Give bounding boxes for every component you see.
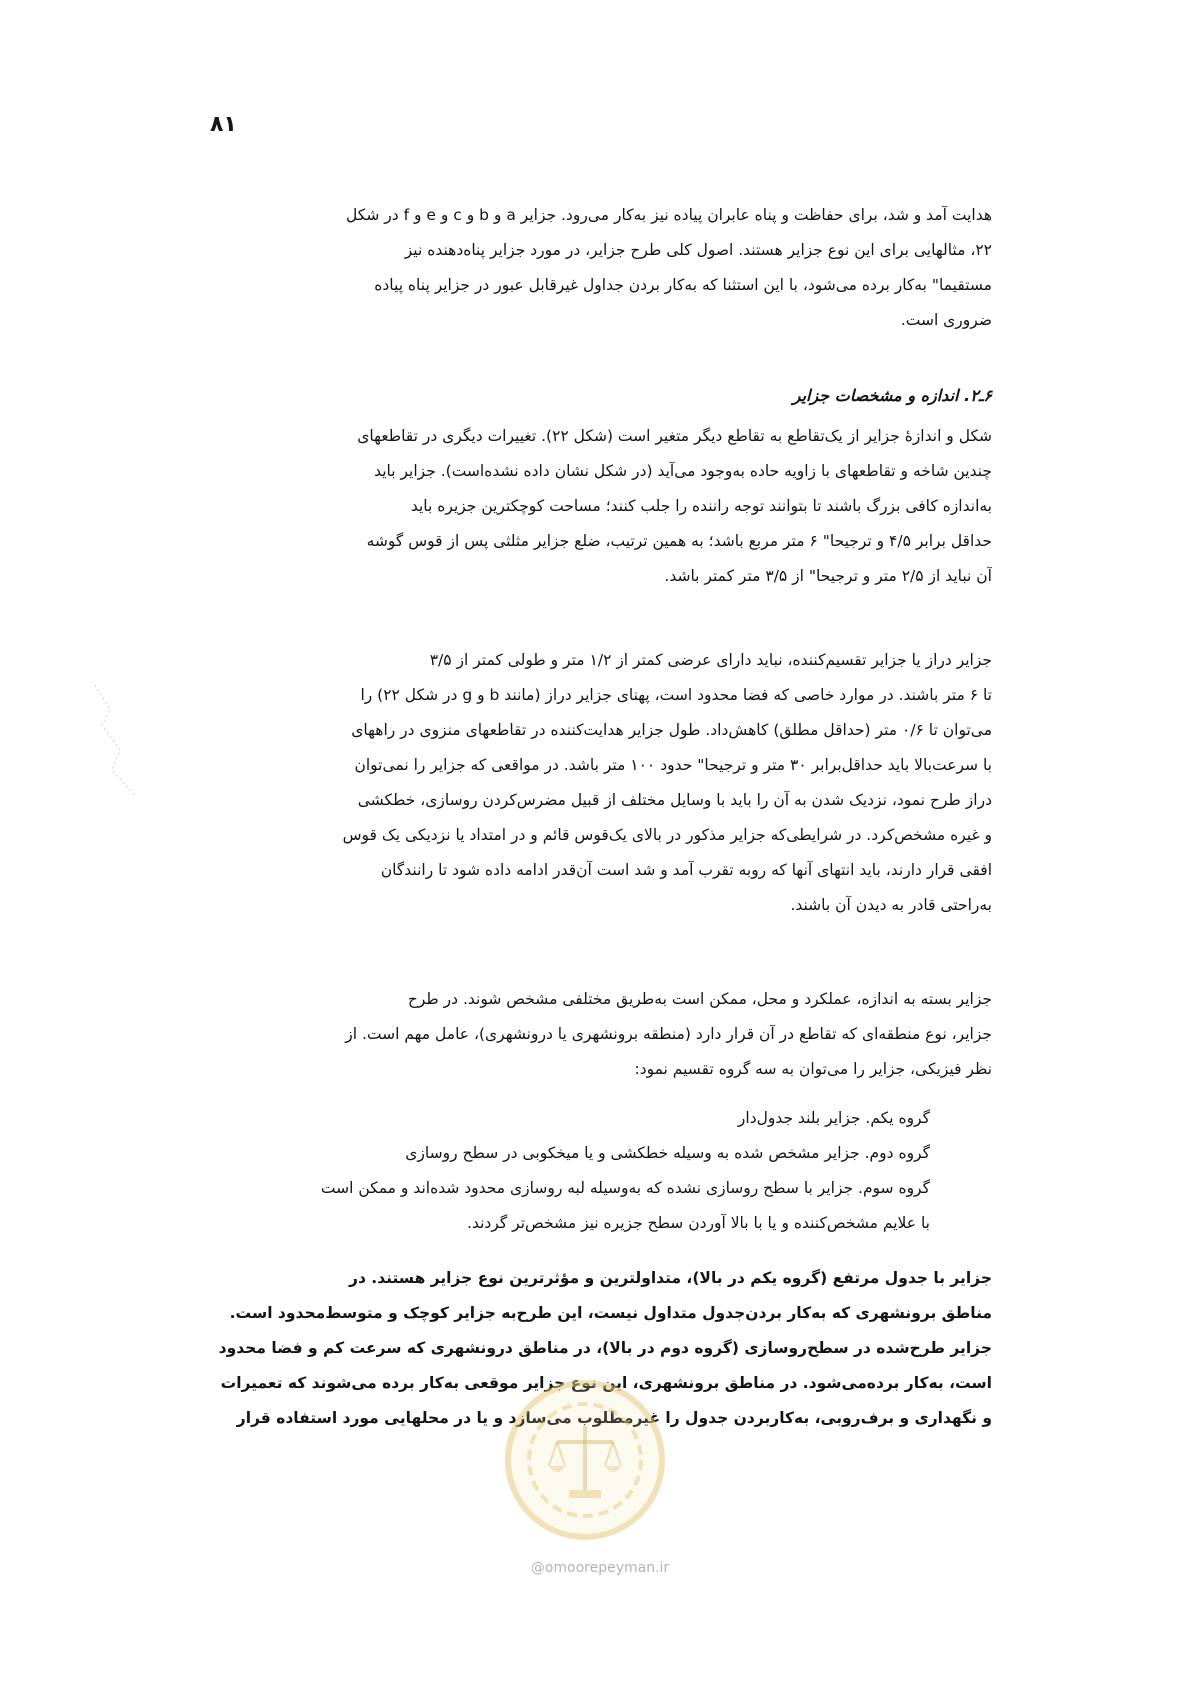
text-line: آن نباید از ۲/۵ متر و ترجیحا" از ۳/۵ متر کمتر باشد. [664, 567, 992, 585]
paragraph-island-types [200, 982, 992, 1087]
section-heading: ۶ـ۲. اندازه و مشخصات جزایر [792, 386, 992, 405]
text-line: افقی قرار دارند، باید انتهای آنها که روبه تقرب آمد و شد است آن‌قدر ادامه داده شود تا رانندگان [380, 861, 992, 879]
text-line: جزایر، نوع منطقه‌ای که تقاطع در آن قرار دارد (منطقه برونشهری یا درونشهری)، عامل مهم است. از [345, 1025, 992, 1043]
text-line: و غیره مشخص‌کرد. در شرایطی‌که جزایر مذکور در بالای یک‌قوس قائم و در امتداد یا نزدیکی یک قوس [342, 826, 992, 844]
text-line: مستقیما" به‌کار برده می‌شود، با این استثنا که به‌کار بردن جداول غیرقابل عبور در جزایر پناه پیاده [374, 276, 992, 294]
text-line: مناطق برونشهری که به‌کار بردن‌جدول متداول نیست، این طرح‌به جزایر کوچک و متوسط‌محدود است. [229, 1304, 992, 1322]
text-line: دراز طرح نمود، نزدیک شدن به آن را باید با وسایل مختلف از قبیل مضرس‌کردن روسازی، خطکشی [357, 791, 992, 809]
text-line: چندین شاخه و تقاطعهای با زاویه حاده به‌وجود می‌آید (در شکل نشان داده نشده‌است). جزایر باید [374, 462, 992, 480]
text-line: شکل و اندازه‌ٔ جزایر از یک‌تقاطع به تقاطع دیگر متغیر است (شکل ۲۲). تغییرات دیگری در تقاطعهای [357, 427, 992, 445]
text-line: ضروری است. [900, 311, 992, 329]
watermark-text: @omoorepeyman.ir [530, 1560, 670, 1576]
paragraph-pedestrian-refuge [200, 198, 992, 338]
list-item: با علایم مشخص‌کننده و یا با بالا آوردن سطح جزیره نیز مشخص‌تر گردند. [467, 1214, 930, 1232]
list-item: گروه دوم. جزایر مشخص شده به وسیله خطکشی و یا میخکوبی در سطح روسازی [405, 1144, 930, 1162]
text-line: جزایر بسته به اندازه، عملکرد و محل، ممکن است به‌طریق مختلفی مشخص شوند. در طرح [407, 990, 992, 1008]
scales-gear-icon [511, 1386, 659, 1534]
paragraph-island-size [200, 419, 992, 594]
page-number: ۸۱ [210, 112, 237, 137]
text-line: جزایر دراز یا جزایر تقسیم‌کننده، نباید دارای عرضی کمتر از ۱/۲ متر و طولی کمتر از ۳/۵ [429, 651, 992, 669]
paragraph-long-islands [200, 643, 992, 923]
text-line: ۲۲، مثالهایی برای این نوع جزایر هستند. اصول کلی طرح جزایر، در مورد جزایر پناه‌دهنده نیز [404, 241, 992, 259]
text-line: جزایر با جدول مرتفع (گروه یکم در بالا)، متداولترین و مؤثرترین نوع جزایر هستند. در [349, 1269, 992, 1287]
text-line: با سرعت‌بالا باید حداقل‌برابر ۳۰ متر و ترجیحا" حدود ۱۰۰ متر باشد. در مواقعی که جزایر را نمی‌توان [354, 756, 992, 774]
text-line: است، به‌کار برده‌می‌شود. در مناطق برونشهری، این نوع جزایر موقعی به‌کار برده می‌شوند که تعمیرات [220, 1374, 992, 1392]
text-line: حداقل برابر ۴/۵ و ترجیحا" ۶ متر مربع باشد؛ به همین ترتیب، ضلع جزایر مثلثی پس از قوس گوشه [366, 532, 992, 550]
watermark-seal-icon [505, 1380, 665, 1540]
text-line: هدایت آمد و شد، برای حفاظت و پناه عابران پیاده نیز به‌کار می‌رود. جزایر a و b و c و e و f در شکل [346, 206, 992, 224]
text-line: به‌اندازه کافی بزرگ باشند تا بتوانند توجه راننده را جلب کنند؛ مساحت کوچکترین جزیره باید [410, 497, 992, 515]
text-line: نظر فیزیکی، جزایر را می‌توان به سه گروه تقسیم نمود: [634, 1060, 992, 1078]
text-line: می‌توان تا ۰/۶ متر (حداقل مطلق) کاهش‌داد. طول جزایر هدایت‌کننده در تقاطعهای منزوی در راههای [351, 721, 992, 739]
scan-smudge [90, 680, 150, 800]
text-line: به‌راحتی قادر به دیدن آن باشند. [790, 896, 992, 914]
text-line: تا ۶ متر باشند. در موارد خاصی که فضا محدود است، پهنای جزایر دراز (مانند b و g در شکل ۲۲) را [360, 686, 992, 704]
text-line: و نگهداری و برف‌روبی، به‌کاربردن جدول را غیرمطلوب می‌سازد و یا در محلهایی مورد استفاده قرار [236, 1409, 992, 1427]
list-item: گروه یکم. جزایر بلند جدول‌دار [737, 1109, 930, 1127]
island-groups-list [200, 1101, 930, 1241]
list-item: گروه سوم. جزایر با سطح روسازی نشده که به‌وسیله لبه روسازی محدود شده‌اند و ممکن است [320, 1179, 930, 1197]
text-line: جزایر طرح‌شده در سطح‌روسازی (گروه دوم در بالا)، در مناطق درونشهری که سرعت کم و فضا محدود [218, 1339, 992, 1357]
